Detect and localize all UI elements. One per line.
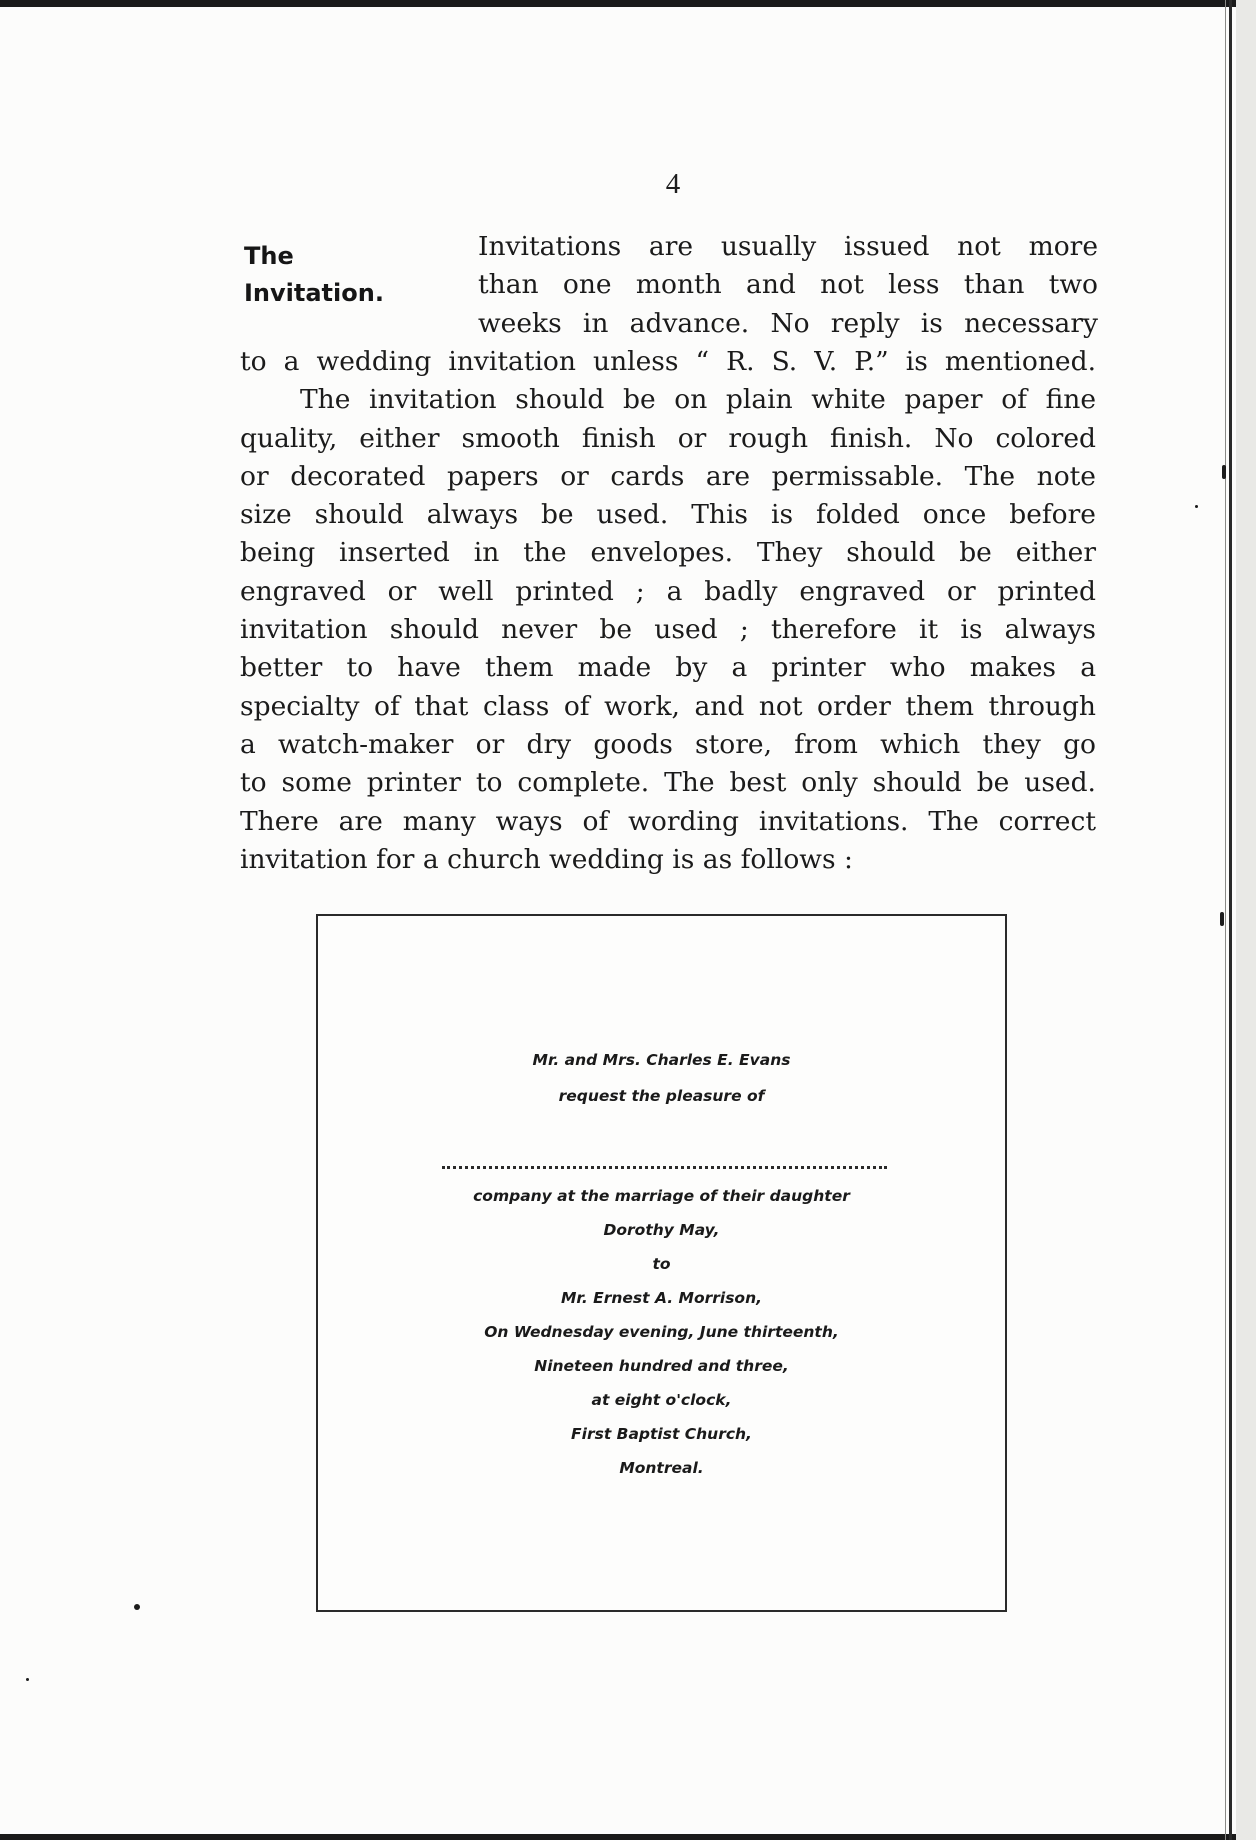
scan-right-margin [1236, 0, 1256, 1840]
page-edge-line [1229, 0, 1232, 1840]
side-heading [244, 238, 384, 312]
card-line: request the pleasure of [558, 1087, 765, 1105]
card-line: Dorothy May, [603, 1221, 720, 1239]
text-line: engraved or well printed ; a badly engraved or printed [240, 575, 1096, 607]
text-line: invitation for a church wedding is as follows : [240, 843, 853, 875]
name-blank-line [442, 1166, 887, 1169]
card-line: to [652, 1255, 671, 1273]
page-number: 4 [665, 168, 681, 200]
card-line: Montreal. [619, 1459, 704, 1477]
text-line: quality, either smooth finish or rough finish. No colored [240, 422, 1096, 454]
side-heading-line: The [244, 242, 294, 270]
text-line: invitation should never be used ; therefore it is always [240, 614, 1096, 646]
invitation-card [316, 914, 1007, 1612]
text-line: specialty of that class of work, and not order them through [240, 690, 1096, 722]
ink-speck [1222, 465, 1226, 479]
card-line: Nineteen hundred and three, [534, 1357, 789, 1375]
scan-bottom-edge [0, 1834, 1256, 1840]
text-line: Invitations are usually issued not more [478, 231, 1098, 262]
page-edge-shadow [1225, 0, 1226, 1840]
ink-speck [1220, 912, 1224, 926]
text-line: or decorated papers or cards are permissable. The note [240, 460, 1096, 492]
card-line: On Wednesday evening, June thirteenth, [484, 1323, 839, 1341]
text-line: being inserted in the envelopes. They should be either [240, 537, 1096, 569]
card-line: company at the marriage of their daughter [473, 1187, 850, 1205]
text-line: The invitation should be on plain white paper of fine [300, 384, 1096, 416]
scan-top-edge [0, 0, 1256, 7]
text-line: There are many ways of wording invitations. The correct [240, 805, 1096, 837]
ink-speck [26, 1678, 29, 1681]
ink-speck [134, 1604, 140, 1610]
intro-paragraph [478, 228, 1098, 343]
text-line: a watch-maker or dry goods store, from which they go [240, 728, 1096, 760]
text-line: size should always be used. This is folded once before [240, 499, 1096, 531]
text-line: to some printer to complete. The best only should be used. [240, 767, 1096, 799]
main-paragraph [240, 343, 1096, 879]
side-heading-line: Invitation. [244, 279, 384, 307]
card-line: at eight o'clock, [591, 1391, 732, 1409]
text-line: to a wedding invitation unless “ R. S. V. P.” is mentioned. [240, 346, 1096, 377]
card-line: Mr. Ernest A. Morrison, [561, 1289, 762, 1307]
text-line: than one month and not less than two [478, 269, 1098, 301]
text-line: weeks in advance. No reply is necessary [478, 307, 1098, 339]
card-line: First Baptist Church, [571, 1425, 752, 1443]
text-line: better to have them made by a printer who makes a [240, 652, 1096, 684]
ink-speck [1195, 505, 1198, 508]
card-line: Mr. and Mrs. Charles E. Evans [532, 1051, 791, 1069]
